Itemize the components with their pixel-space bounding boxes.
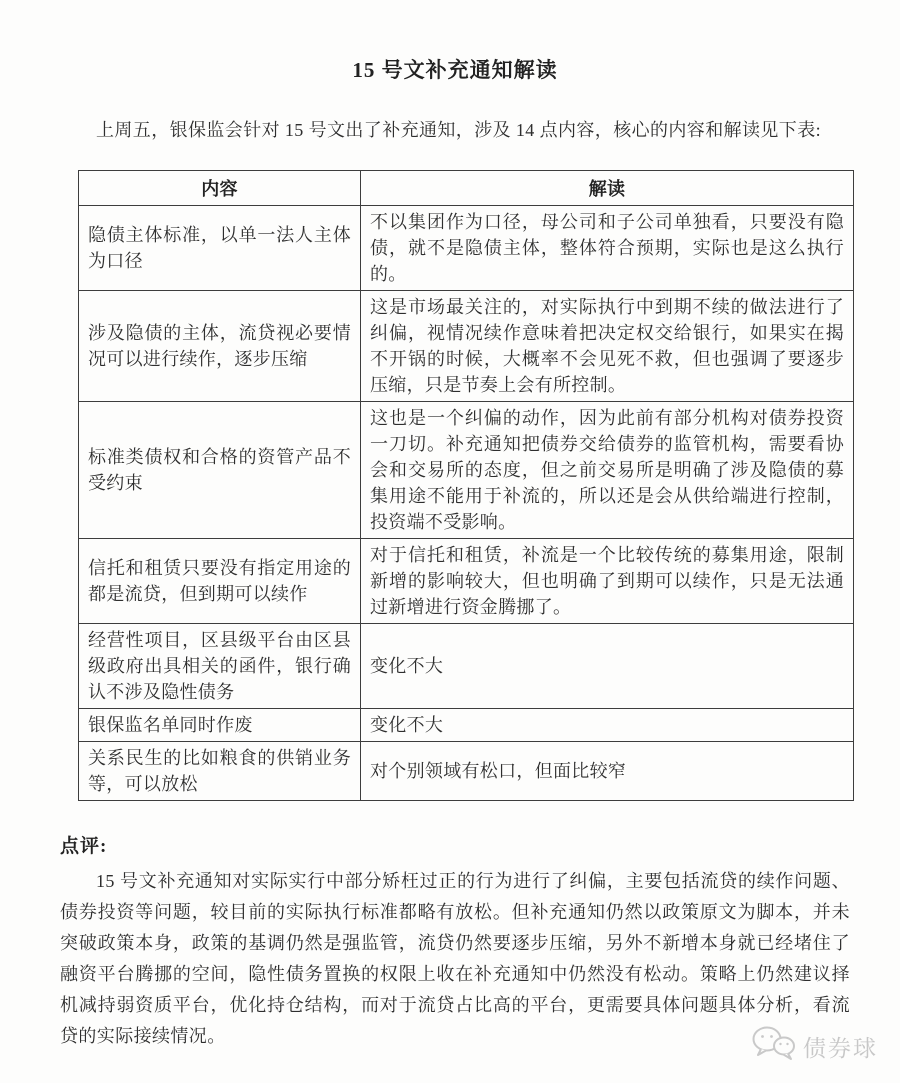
table-row: [79, 206, 854, 291]
table-header-row: [79, 171, 854, 206]
content-cell: 银保监名单同时作废: [79, 709, 361, 742]
content-cell: 隐债主体标准，以单一法人主体为口径: [79, 206, 361, 291]
table-header-interpretation: 解读: [361, 171, 854, 206]
comment-heading: 点评:: [60, 836, 108, 857]
table-row: [79, 402, 854, 539]
interpretation-cell: 这也是一个纠偏的动作，因为此前有部分机构对债券投资一刀切。补充通知把债券交给债券的监管机构，需要看协会和交易所的态度，但之前交易所是明确了涉及隐债的募集用途不能用于补流的，所以还是会从供给端进行控制，投资端不受影响。: [361, 402, 854, 539]
content-cell: 经营性项目，区县级平台由区县级政府出具相关的函件，银行确认不涉及隐性债务: [79, 624, 361, 709]
interpretation-cell: 这是市场最关注的，对实际执行中到期不续的做法进行了纠偏，视情况续作意味着把决定权交给银行，如果实在揭不开锅的时候，大概率不会见死不救，但也强调了要逐步压缩，只是节奏上会有所控制。: [361, 291, 854, 402]
wechat-icon: [751, 1025, 797, 1067]
table-row: [79, 742, 854, 801]
table-header-content: 内容: [79, 171, 361, 206]
watermark-label: 债券球: [803, 1035, 878, 1061]
content-table: [78, 170, 854, 801]
table-row: [79, 539, 854, 624]
content-cell: 信托和租赁只要没有指定用途的都是流贷，但到期可以续作: [79, 539, 361, 624]
watermark: [751, 1025, 878, 1067]
interpretation-cell: 对于信托和租赁，补流是一个比较传统的募集用途，限制新增的影响较大，但也明确了到期可以续作，只是无法通过新增进行资金腾挪了。: [361, 539, 854, 624]
page-title: 15 号文补充通知解读: [352, 58, 558, 82]
comment-paragraph: 15 号文补充通知对实际实行中部分矫枉过正的行为进行了纠偏，主要包括流贷的续作问题、债券投资等问题，较目前的实际执行标准都略有放松。但补充通知仍然以政策原文为脚本，并未突破政策本身，政策的基调仍然是强监管，流贷仍然要逐步压缩，另外不新增本身就已经堵住了融资平台腾挪的空间，隐性债务置换的权限上收在补充通知中仍然没有松动。策略上仍然建议择机减持弱资质平台，优化持仓结构，而对于流贷占比高的平台，更需要具体问题具体分析，看流贷的实际接续情况。: [60, 871, 850, 1046]
content-cell: 关系民生的比如粮食的供销业务等，可以放松: [79, 742, 361, 801]
table-row: [79, 624, 854, 709]
intro-paragraph: 上周五，银保监会针对 15 号文出了补充通知，涉及 14 点内容，核心的内容和解读见下表:: [96, 120, 821, 140]
content-cell: 涉及隐债的主体，流贷视必要情况可以进行续作，逐步压缩: [79, 291, 361, 402]
interpretation-cell: 不以集团作为口径，母公司和子公司单独看，只要没有隐债，就不是隐债主体，整体符合预期，实际也是这么执行的。: [361, 206, 854, 291]
interpretation-cell: 变化不大: [361, 624, 854, 709]
interpretation-cell: 对个别领域有松口，但面比较窄: [361, 742, 854, 801]
interpretation-cell: 变化不大: [361, 709, 854, 742]
content-cell: 标准类债权和合格的资管产品不受约束: [79, 402, 361, 539]
table-row: [79, 291, 854, 402]
table-row: [79, 709, 854, 742]
